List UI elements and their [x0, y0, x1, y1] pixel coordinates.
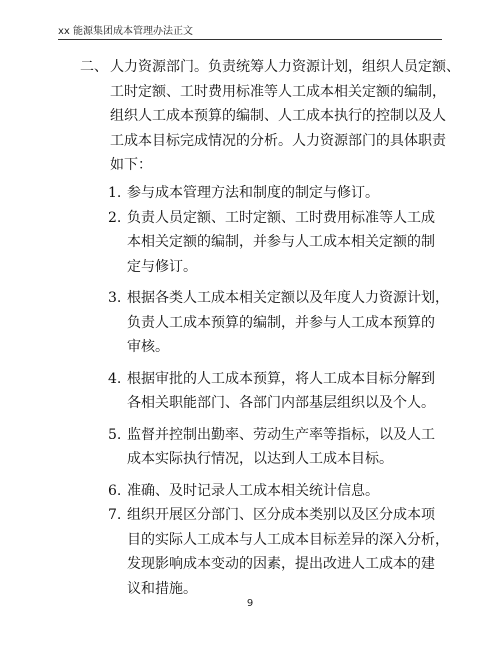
section-line: 工时定额、工时费用标准等人工成本相关定额的编制，: [110, 83, 446, 100]
list-item-line: 根据各类人工成本相关定额以及年度人力资源计划，: [127, 290, 449, 306]
list-item-line: 根据审批的人工成本预算，将人工成本目标分解到: [127, 370, 435, 387]
list-item-number: 4.: [108, 370, 122, 387]
list-item-line: 审核。: [127, 339, 169, 355]
section-text: 人力资源部门。负责统筹人力资源计划，组织人员定额、: [110, 59, 460, 75]
list-item-number: 3.: [108, 290, 122, 306]
list-item: [108, 423, 448, 472]
running-header: xx 能源集团成本管理办法正文: [58, 26, 194, 37]
list-item: [108, 286, 448, 360]
list-item-number: 5.: [108, 426, 122, 443]
list-item-line: 定与修订。: [127, 258, 197, 275]
section-line: 组织人工成本预算的编制、人工成本执行的控制以及人: [110, 108, 446, 124]
list-item: [108, 479, 448, 504]
section-number: 二、: [80, 59, 108, 75]
list-item: [108, 367, 448, 416]
list-item-number: 7.: [108, 507, 122, 523]
list-item-line: 议和措施。: [127, 580, 197, 597]
page-number: 9: [246, 598, 254, 609]
header-rule: [58, 39, 442, 40]
list-item-line: 监督并控制出勤率、劳动生产率等指标，以及人工: [127, 426, 435, 443]
section-line: 如下：: [110, 157, 152, 173]
section-line: 工成本目标完成情况的分析。人力资源部门的具体职责: [110, 132, 446, 149]
list-item-line: 成本实际执行情况，以达到人工成本目标。: [127, 451, 393, 467]
list-item-line: 负责人工成本预算的编制，并参与人工成本预算的: [127, 314, 435, 331]
section-line: [80, 55, 460, 80]
list-item-number: 6.: [108, 482, 122, 499]
list-item: [108, 181, 448, 206]
list-item-number: 1.: [108, 185, 122, 201]
list-item-line: 各相关职能部门、各部门内部基层组织以及个人。: [127, 395, 435, 411]
list-item-line: 准确、及时记录人工成本相关统计信息。: [127, 482, 379, 499]
list-item-line: 发现影响成本变动的因素，提出改进人工成本的建: [127, 556, 435, 572]
section-responsibilities: [80, 55, 460, 178]
list-item-line: 本相关定额的编制，并参与人工成本相关定额的制: [127, 234, 435, 250]
list-item: [108, 206, 448, 280]
list-item-line: 组织开展区分部门、区分成本类别以及区分成本项: [127, 507, 435, 523]
list-item-line: 负责人员定额、工时定额、工时费用标准等人工成: [127, 209, 435, 226]
list-item-line: 目的实际人工成本与人工成本目标差异的深入分析，: [127, 531, 449, 548]
list-item-line: 参与成本管理方法和制度的制定与修订。: [127, 185, 379, 201]
list-item: [108, 503, 448, 601]
duty-list: [108, 181, 448, 608]
list-item-number: 2.: [108, 209, 122, 226]
